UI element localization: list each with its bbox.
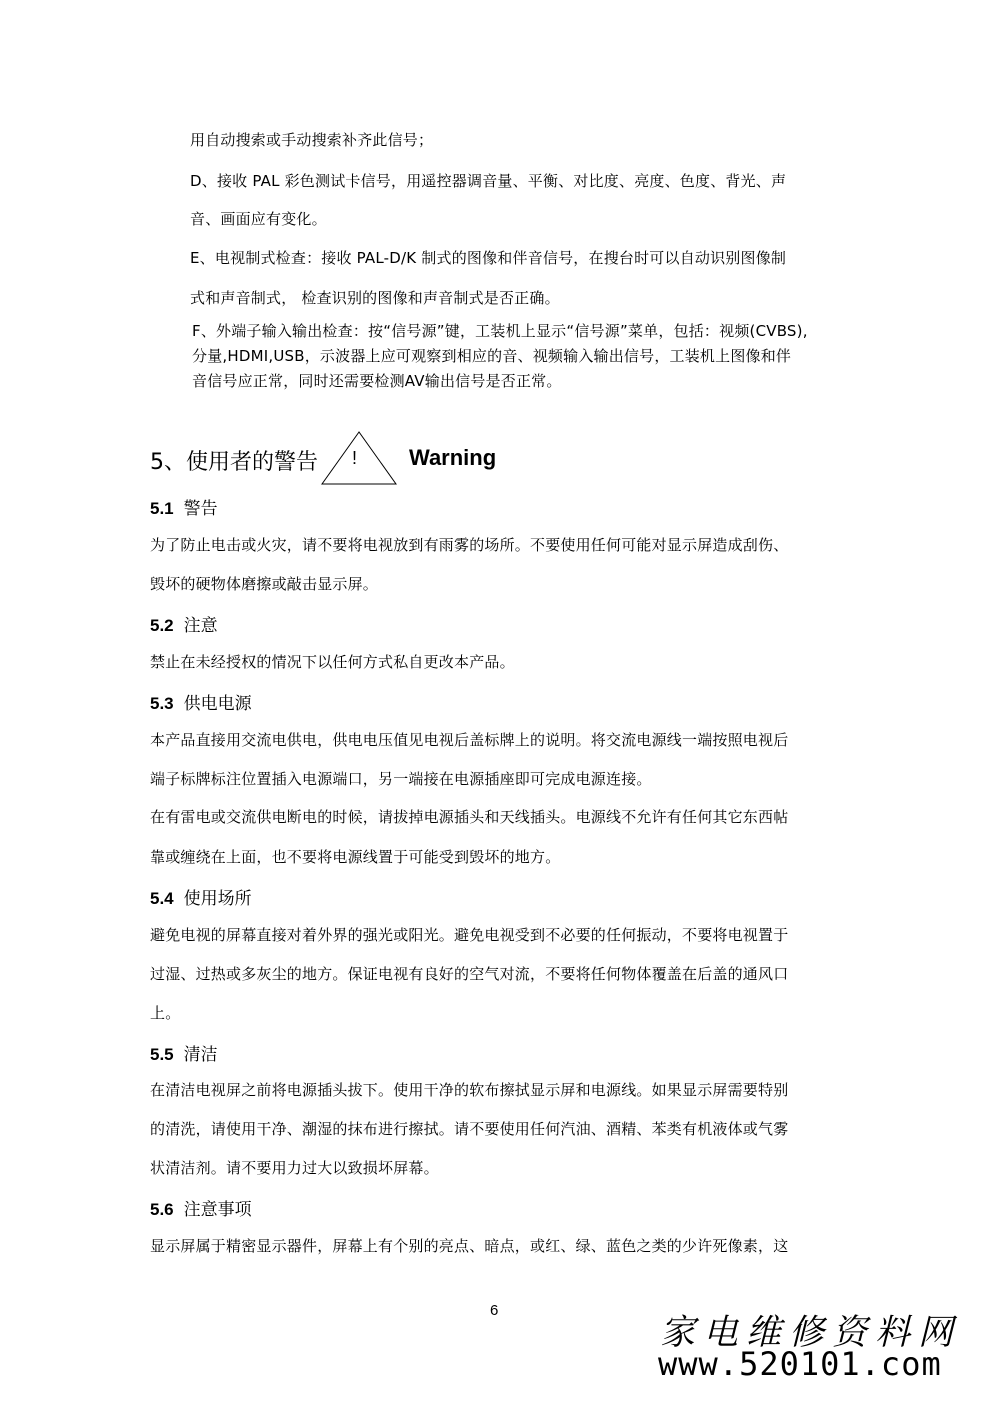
paragraph-line: 端子标牌标注位置插入电源端口，另一端接在电源插座即可完成电源连接。 [150, 770, 652, 788]
subsection-heading: 5.6 注意事项 [150, 1200, 252, 1220]
warning-triangle-icon [320, 430, 398, 486]
text-line: 式和声音制式， 检查识别的图像和声音制式是否正确。 [190, 289, 560, 307]
text-line: E、电视制式检查：接收 PAL-D/K 制式的图像和伴音信号，在搜台时可以自动识别图像制 [190, 249, 787, 267]
warning-word: Warning [409, 445, 497, 470]
paragraph-line: 避免电视的屏幕直接对着外界的强光或阳光。避免电视受到不必要的任何振动，不要将电视置于 [150, 926, 789, 944]
subsection-heading: 5.2 注意 [150, 616, 218, 636]
subsection-heading: 5.3 供电电源 [150, 694, 252, 714]
paragraph-line: 的清洗，请使用干净、潮湿的抹布进行擦拭。请不要使用任何汽油、酒精、苯类有机液体或气雾 [150, 1120, 789, 1138]
text-line: F、外端子输入输出检查：按“信号源”键，工装机上显示“信号源”菜单，包括：视频(CVBS), [192, 322, 808, 340]
paragraph-line: 靠或缠绕在上面，也不要将电源线置于可能受到毁坏的地方。 [150, 848, 561, 866]
text-line: 音信号应正常，同时还需要检测AV输出信号是否正常。 [192, 372, 562, 390]
paragraph-line: 显示屏属于精密显示器件，屏幕上有个别的亮点、暗点，或红、绿、蓝色之类的少许死像素，这 [150, 1237, 789, 1255]
paragraph-line: 为了防止电击或火灾，请不要将电视放到有雨雾的场所。不要使用任何可能对显示屏造成刮伤、 [150, 536, 789, 554]
text-line: 分量,HDMI,USB，示波器上应可观察到相应的音、视频输入输出信号，工装机上图像和伴 [192, 347, 792, 365]
paragraph-line: 状清洁剂。请不要用力过大以致损坏屏幕。 [150, 1159, 439, 1177]
paragraph-line: 本产品直接用交流电供电，供电电压值见电视后盖标牌上的说明。将交流电源线一端按照电视后 [150, 731, 789, 749]
paragraph-line: 过湿、过热或多灰尘的地方。保证电视有良好的空气对流，不要将任何物体覆盖在后盖的通风口 [150, 965, 789, 983]
paragraph-line: 在清洁电视屏之前将电源插头拔下。使用干净的软布擦拭显示屏和电源线。如果显示屏需要特别 [150, 1081, 789, 1099]
warning-symbol: ! [352, 448, 358, 468]
paragraph-line: 在有雷电或交流供电断电的时候，请拔掉电源插头和天线插头。电源线不允许有任何其它东西帖 [150, 808, 789, 826]
section-title: 5、使用者的警告 [150, 450, 318, 475]
paragraph-line: 上。 [150, 1004, 181, 1022]
subsection-heading: 5.4 使用场所 [150, 889, 252, 909]
watermark-url: www.520101.com [658, 1345, 942, 1383]
text-line: 用自动搜索或手动搜索补齐此信号； [190, 131, 434, 149]
text-line: D、接收 PAL 彩色测试卡信号，用遥控器调音量、平衡、对比度、亮度、色度、背光、声 [190, 172, 787, 190]
subsection-heading: 5.5 清洁 [150, 1045, 218, 1065]
watermark-title: 家电维修资料网 [660, 1313, 962, 1353]
paragraph-line: 毁坏的硬物体磨擦或敲击显示屏。 [150, 575, 379, 593]
text-line: 音、画面应有变化。 [190, 210, 327, 228]
paragraph-line: 禁止在未经授权的情况下以任何方式私自更改本产品。 [150, 653, 515, 671]
page-number: 6 [490, 1302, 499, 1319]
subsection-heading: 5.1 警告 [150, 499, 218, 519]
